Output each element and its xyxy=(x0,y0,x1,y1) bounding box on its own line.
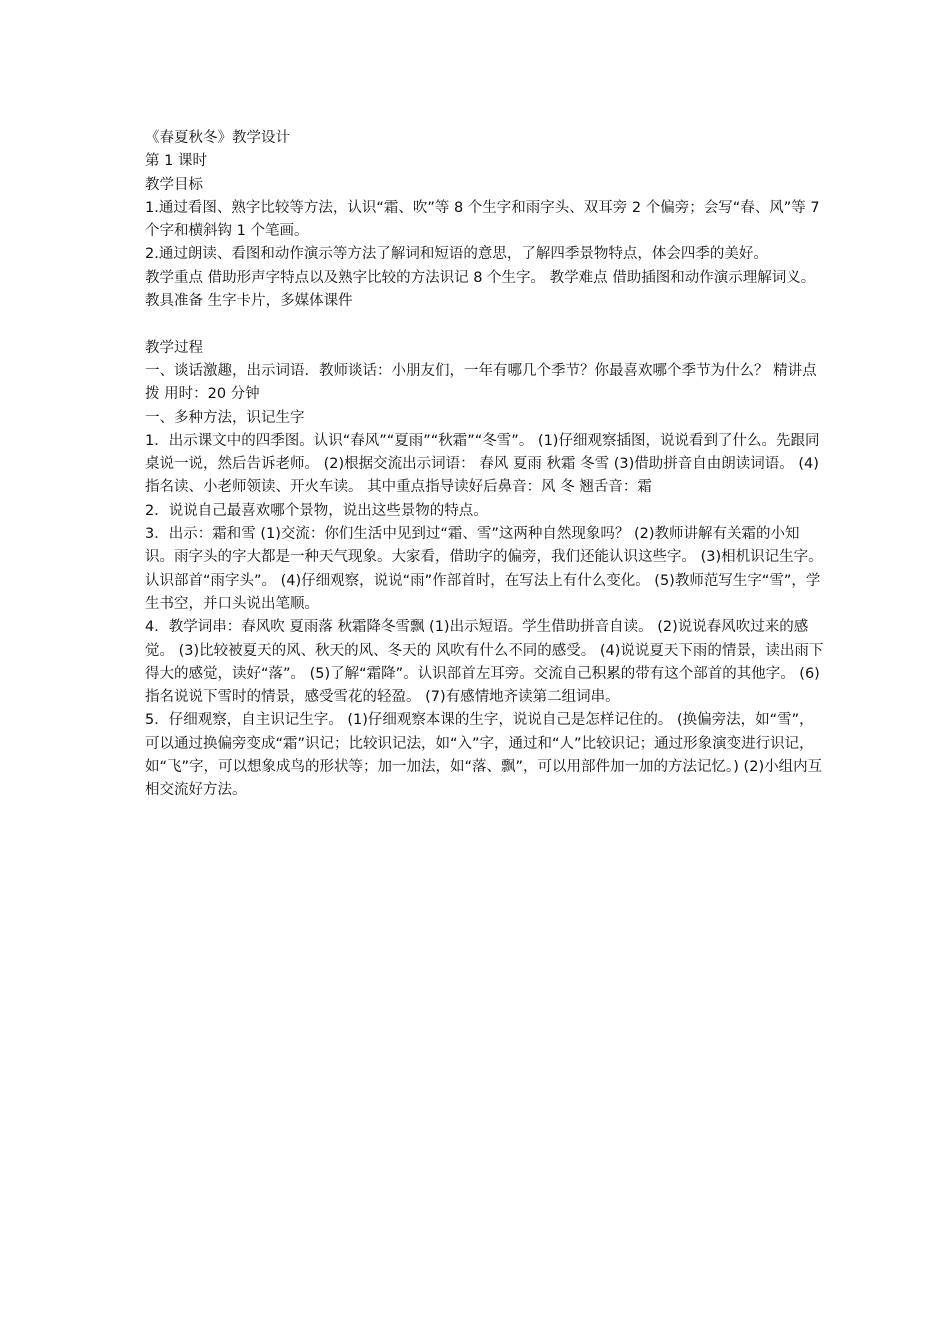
section-1: 一、谈话激趣，出示词语．教师谈话：小朋友们，一年有哪几个季节？你最喜欢哪个季节为什么？ 精讲点拨 用时：20 分钟 xyxy=(145,362,817,403)
step-2: 2．说说自己最喜欢哪个景物，说出这些景物的特点。 xyxy=(145,502,488,519)
blank-line xyxy=(145,313,825,336)
process-heading: 教学过程 xyxy=(145,339,203,356)
step-3: 3．出示：霜和雪 (1)交流：你们生活中见到过“霜、雪”这两种自然现象吗？ (2)教师讲解有关霜的小知识。雨字头的字大都是一种天气现象。大家看，借助字的偏旁，我们还能认识这些字。 (3)相机识记生字。认识部首“雨字头”。 (4)仔细观察，说说“雨”作部首时，在写法上有什么变化。 (5)教师范写生字“雪”，学生书空，并口头说出笔顺。 xyxy=(145,526,823,612)
goal-2: 2.通过朗读、看图和动作演示等方法了解词和短语的意思，了解四季景物特点，体会四季的美好。 xyxy=(145,246,768,263)
lesson-period: 第 1 课时 xyxy=(145,153,207,170)
step-5: 5．仔细观察，自主识记生字。 (1)仔细观察本课的生字，说说自己是怎样记住的。 (换偏旁法，如“雪”，可以通过换偏旁变成“霜”识记；比较识记法，如“入”字，通过和“人”比较识记；通过形象演变进行识记，如“飞”字，可以想象成鸟的形状等；加一加法，如“落、飘”，可以用部件加一加的方法记忆。) (2)小组内互相交流好方法。 xyxy=(145,712,823,799)
section-2: 一、多种方法，识记生字 xyxy=(145,409,305,426)
teaching-materials: 教具准备 生字卡片，多媒体课件 xyxy=(145,293,353,310)
key-points: 教学重点 借助形声字特点以及熟字比较的方法识记 8 个生字。 教学难点 借助插图和动作演示理解词义。 xyxy=(145,269,816,286)
document-title: 《春夏秋冬》教学设计 xyxy=(145,130,290,146)
goals-heading: 教学目标 xyxy=(145,176,203,193)
step-4: 4．教学词串：春风吹 夏雨落 秋霜降冬雪飘 (1)出示短语。学生借助拼音自读。 (2)说说春风吹过来的感觉。 (3)比较被夏天的风、秋天的风、冬天的 风吹有什么不同的感受。 (4)说说夏天下雨的情景，读出雨下得大的感觉，读好“落”。 (5)了解“霜降”。认识部首左耳旁。交流自己积累的带有这个部首的其他字。 (6)指名说说下雪时的情景，感受雪花的轻盈。 (7)有感情地齐读第二组词串。 xyxy=(145,619,824,706)
goal-1: 1.通过看图、熟字比较等方法，认识“霜、吹”等 8 个生字和雨字头、双耳旁 2 个偏旁；会写“春、风”等 7 个字和横斜钩 1 个笔画。 xyxy=(145,199,820,240)
step-1: 1．出示课文中的四季图。认识“春风”“夏雨”“秋霜”“冬雪”。 (1)仔细观察插图，说说看到了什么。先跟同桌说一说，然后告诉老师。 (2)根据交流出示词语： 春风 夏雨 秋霜 冬雪 (3)借助拼音自由朗读词语。 (4)指名读、小老师领读、开火车读。 其中重点指导读好后鼻音：风 冬 翘舌音：霜 xyxy=(145,432,820,496)
document-page xyxy=(145,127,825,803)
